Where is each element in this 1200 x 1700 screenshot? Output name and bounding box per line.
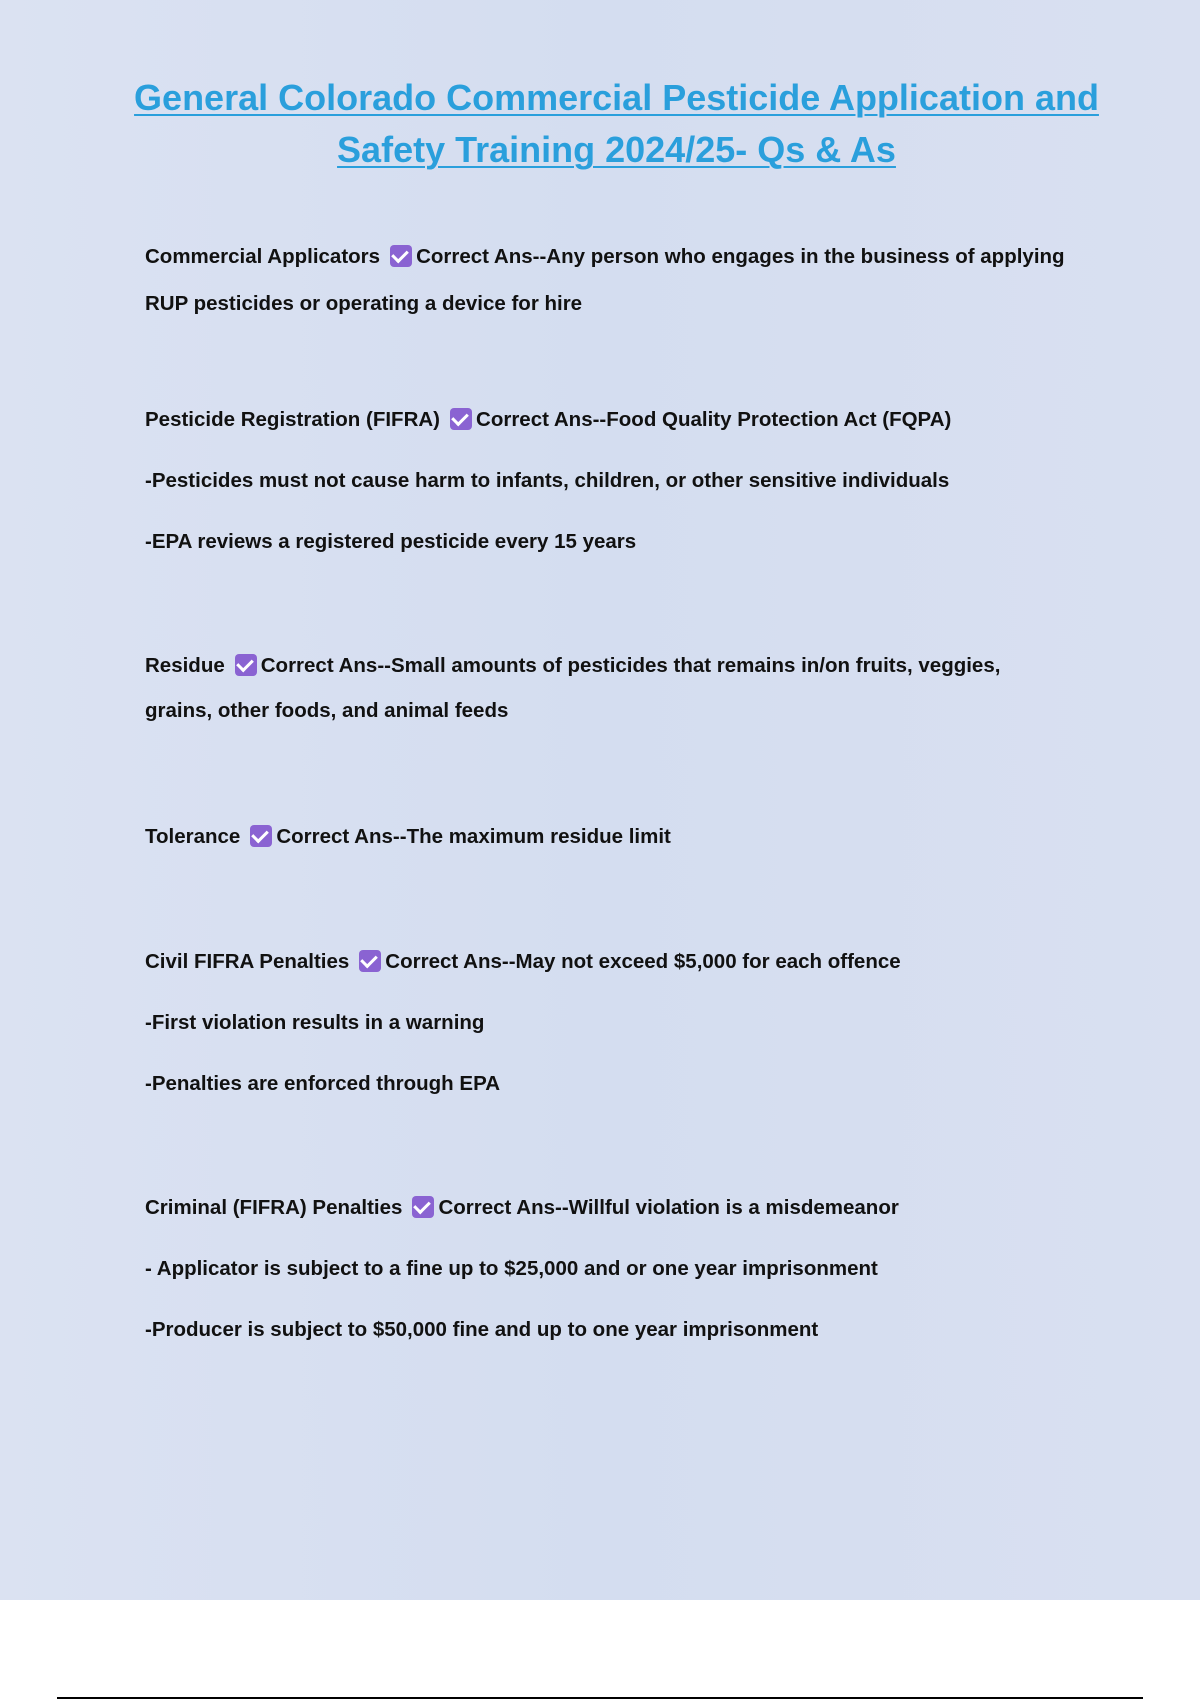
qa-answer: May not exceed $5,000 for each offence — [515, 950, 901, 973]
qa-question-line — [145, 233, 1095, 280]
answer-prefix: Correct Ans-- — [385, 950, 516, 973]
checkbox-checked-icon — [359, 950, 381, 972]
qa-item-residue — [145, 643, 1095, 733]
qa-answer: Small amounts of pesticides that remains in/on fruits, veggies, — [390, 654, 1001, 677]
checkbox-checked-icon — [450, 408, 472, 430]
qa-answer: Food Quality Protection Act (FQPA) — [606, 408, 952, 431]
qa-question-line — [145, 643, 1095, 688]
answer-prefix: Correct Ans-- — [260, 654, 391, 677]
checkbox-checked-icon — [412, 1196, 434, 1218]
qa-question-line — [145, 817, 1095, 857]
answer-prefix: Correct Ans-- — [438, 1196, 569, 1219]
qa-item-criminal-fifra-penalties — [145, 1177, 1095, 1360]
checkbox-checked-icon — [390, 245, 412, 267]
qa-detail-line: -Pesticides must not cause harm to infants, children, or other sensitive individuals — [145, 469, 950, 492]
qa-question-line — [145, 1177, 1095, 1238]
qa-answer: Willful violation is a misdemeanor — [568, 1196, 899, 1219]
answer-prefix: Correct Ans-- — [416, 245, 547, 268]
qa-detail-line: -Penalties are enforced through EPA — [145, 1072, 501, 1095]
qa-detail-line: RUP pesticides or operating a device for hire — [145, 292, 583, 315]
qa-detail-line: -First violation results in a warning — [145, 1011, 485, 1034]
qa-term: Tolerance — [145, 825, 241, 848]
checkbox-checked-icon — [235, 654, 257, 676]
qa-answer: The maximum residue limit — [406, 825, 671, 848]
qa-item-pesticide-registration — [145, 389, 1095, 572]
qa-term: Criminal (FIFRA) Penalties — [145, 1196, 403, 1219]
title-line-2: Safety Training 2024/25- Qs & As — [337, 129, 896, 170]
qa-question-line — [145, 389, 1095, 450]
footer-divider — [57, 1697, 1143, 1699]
qa-detail-line: -EPA reviews a registered pesticide every 15 years — [145, 530, 637, 553]
qa-item-commercial-applicators — [145, 233, 1095, 327]
checkbox-checked-icon — [250, 825, 272, 847]
qa-term: Civil FIFRA Penalties — [145, 950, 350, 973]
qa-detail-line: grains, other foods, and animal feeds — [145, 699, 509, 722]
qa-question-line — [145, 931, 1095, 992]
qa-detail-line: - Applicator is subject to a fine up to $25,000 and or one year imprisonment — [145, 1257, 878, 1280]
qa-term: Commercial Applicators — [145, 245, 381, 268]
title-line-1: General Colorado Commercial Pesticide Application and — [134, 77, 1099, 118]
qa-term: Residue — [145, 654, 225, 677]
qa-answer: Any person who engages in the business of applying — [546, 245, 1065, 268]
answer-prefix: Correct Ans-- — [476, 408, 607, 431]
qa-item-tolerance — [145, 817, 1095, 857]
document-title — [0, 72, 1200, 176]
qa-term: Pesticide Registration (FIFRA) — [145, 408, 441, 431]
qa-item-civil-fifra-penalties — [145, 931, 1095, 1114]
qa-detail-line: -Producer is subject to $50,000 fine and up to one year imprisonment — [145, 1318, 819, 1341]
answer-prefix: Correct Ans-- — [276, 825, 407, 848]
